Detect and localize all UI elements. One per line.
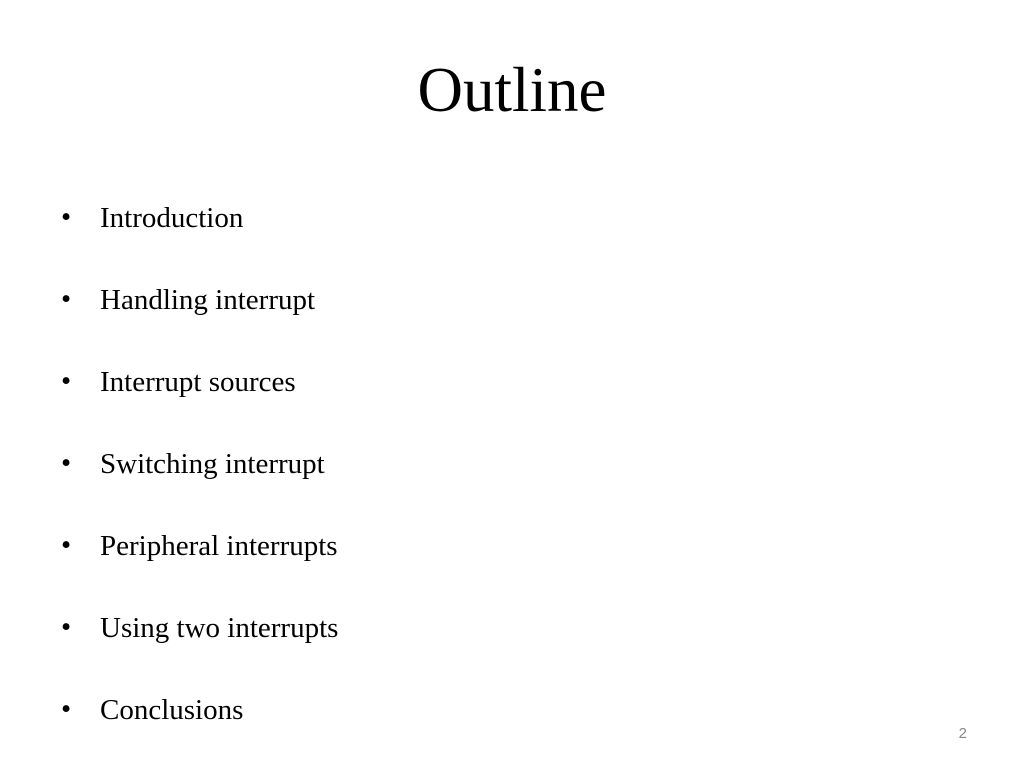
- bullet-item: • Handling interrupt: [0, 283, 1024, 317]
- bullet-item: • Using two interrupts: [0, 611, 1024, 645]
- bullet-list: [0, 201, 1024, 768]
- bullet-item: • Conclusions: [0, 693, 1024, 727]
- page-number: 2: [958, 725, 967, 742]
- bullet-item: • Peripheral interrupts: [0, 529, 1024, 563]
- slide-title: Outline: [417, 55, 607, 125]
- bullet-item: • Interrupt sources: [0, 365, 1024, 399]
- bullet-item: • Introduction: [0, 201, 1024, 235]
- bullet-item: • Switching interrupt: [0, 447, 1024, 481]
